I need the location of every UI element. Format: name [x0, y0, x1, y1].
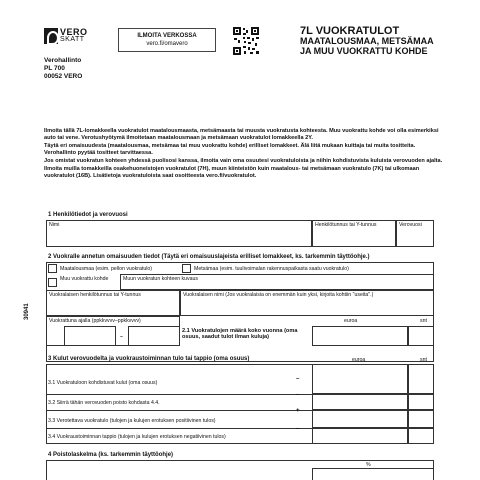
loss-minus-sign: – — [296, 426, 300, 432]
farm-label: Maatalousmaa (esim. pellon vuokratulo) — [60, 266, 152, 272]
address-line1: Verohallinto — [44, 57, 82, 64]
taxable-plus-sign: + — [296, 408, 300, 414]
period-start-field[interactable] — [64, 326, 116, 346]
person-id-label: Henkilötunnus tai Y-tunnus — [315, 222, 377, 228]
period-end-field[interactable] — [128, 326, 180, 346]
loss-euros-field[interactable] — [312, 428, 408, 444]
form-title — [300, 26, 434, 56]
period-dash: – — [120, 334, 123, 340]
eservice-link[interactable]: vero.fi/omavero — [146, 41, 188, 47]
intro-paragraph3: Jos omistat vuokratun kohteen yhdessä puolisosi kanssa, ilmoita vain oma osuutesi vuokratuloista ja niihin kohdistuvista kuluista verovuoden ajalta. — [44, 158, 443, 164]
income-cents-header: snt — [420, 318, 427, 324]
tax-year-field[interactable] — [396, 220, 434, 247]
rental-period-label: Vuokrattuna ajalla (ppkkvvvv–ppkkvvvv) — [49, 318, 141, 324]
description-field[interactable] — [120, 274, 434, 290]
section3-title: 3 Kulut verovuodelta ja vuokraustoiminnan tulo tai tappio (oma osuus) — [48, 356, 250, 362]
section4-percent-header: % — [366, 462, 371, 468]
depreciation-euros-field[interactable] — [312, 394, 408, 410]
taxable-cents-field[interactable] — [408, 410, 434, 428]
intro-paragraph1: Ilmoita tällä 7L-lomakkeella vuokratulot maatalousmaasta, metsämaasta tai muusta vuokratusta kohteesta. Muu vuokrattu kohde voi olla esimerkiksi auto tai vene. Verotushyötymä ilmoitetaan maatalousmaan ja metsämaan vuokratulot lomakkeella 2Y. — [44, 128, 439, 141]
income-euros-header: euroa — [344, 318, 358, 324]
forest-checkbox[interactable] — [182, 264, 191, 273]
lessor-id-label: Vuokralaisen henkilötunnus tai Y-tunnus — [49, 292, 141, 298]
form-code: 30941 — [24, 303, 30, 320]
row-depreciation-label: 3.2 Siirrä tähän verovuoden poisto kohdasta 4.4. — [48, 400, 160, 406]
instructions — [44, 128, 444, 180]
section1-title: 1 Henkilötiedot ja verovuosi — [48, 212, 128, 218]
qr-code-icon — [232, 26, 260, 56]
logo-text-vero: VERO — [60, 27, 88, 37]
logo-text-skatt: SKATT — [60, 36, 85, 43]
address-line3: 00052 VERO — [44, 73, 83, 80]
section4-title: 4 Poistolaskelma (ks. tarkemmin täyttöohje) — [48, 452, 174, 458]
row-expenses-label: 3.1 Vuokratuloon kohdistuvat kulut (oma osuus) — [48, 380, 158, 386]
tax-year-label: Verovuosi — [399, 222, 422, 228]
loss-cents-field[interactable] — [408, 428, 434, 444]
row-taxable-income-label: 3.3 Verotettava vuokratulo (tulojen ja kulujen erotuksen positiivinen tulos) — [48, 418, 216, 424]
name-field[interactable] — [46, 220, 312, 247]
section2-title: 2 Vuokralle annetun omaisuuden tiedot (Täytä eri omaisuuslajeista erilliset lomakkeet, ks. tarkemmin täyttöohje.) — [48, 254, 370, 260]
intro-paragraph4: Ilmoita muilla tomakkeilla osakehuoneistojen vuokratulot (7H), muun kiinteistön kuin maatalous- tai metsämaan vuokratulo (7K) tai ulkomaan vuokratulot (16B). Lisätietoja vuokratuloista saat osoitteesta vero.fi/vuokratulot. — [44, 166, 420, 179]
eservice-box — [118, 28, 216, 52]
income-label: 2.1 Vuokratulojen määrä koko vuonna (oma osuus, saadut tulot ilman kuluja) — [182, 328, 298, 340]
depreciation-percent-field[interactable] — [312, 468, 434, 480]
form-title-line1: 7L VUOKRATULOT — [300, 25, 400, 37]
lessor-id-field[interactable] — [46, 290, 180, 316]
section3-cents-header: snt — [420, 357, 427, 363]
vero-logo-icon — [44, 28, 58, 44]
address-line2: PL 700 — [44, 65, 65, 72]
expenses-euros-field[interactable] — [312, 364, 408, 394]
person-id-field[interactable] — [312, 220, 396, 247]
name-label: Nimi — [49, 222, 60, 228]
form-title-line2: MAATALOUSMAA, METSÄMAA — [300, 36, 434, 46]
intro-paragraph2: Täytä eri omaisuudesta (maatalousmaa, metsämaa tai muu vuokrattu kohde) erilliset lomakkeet. Älä liitä mukaan kuittaja tai muita tositteita. Verohallinto pyytää tositteet tarvittaessa. — [44, 143, 416, 156]
taxable-euros-field[interactable] — [312, 410, 408, 428]
section3-euros-header: euroa — [352, 357, 366, 363]
depreciation-cents-field[interactable] — [408, 394, 434, 410]
eservice-title: ILMOITA VERKOSSA — [137, 33, 197, 39]
forest-label: Metsämaa (esim. tuulivoimalan rakennuspaikasta saatu vuokratulo) — [194, 266, 349, 272]
lessor-name-field[interactable] — [180, 290, 434, 316]
description-label: Muun vuokratun kohteen kuvaus — [123, 276, 198, 282]
other-label: Muu vuokrattu kohde — [60, 276, 109, 282]
income-cents-field[interactable] — [408, 326, 434, 346]
income-euros-field[interactable] — [312, 326, 408, 346]
other-checkbox[interactable] — [48, 278, 57, 287]
row-loss-label: 3.4 Vuokraustoiminnan tappio (tulojen ja kulujen erotuksen negatiivinen tulos) — [48, 434, 226, 440]
expenses-cents-field[interactable] — [408, 364, 434, 394]
farm-checkbox[interactable] — [48, 264, 57, 273]
form-title-line3: JA MUU VUOKRATTU KOHDE — [300, 46, 428, 56]
expenses-minus-sign: – — [296, 376, 300, 382]
return-address — [44, 57, 82, 81]
lessor-name-label: Vuokralaisen nimi (Jos vuokralaisia on enemmän kuin yksi, kirjoita kohtiin "useita".) — [183, 292, 374, 298]
depreciation-minus-sign: – — [296, 392, 300, 398]
